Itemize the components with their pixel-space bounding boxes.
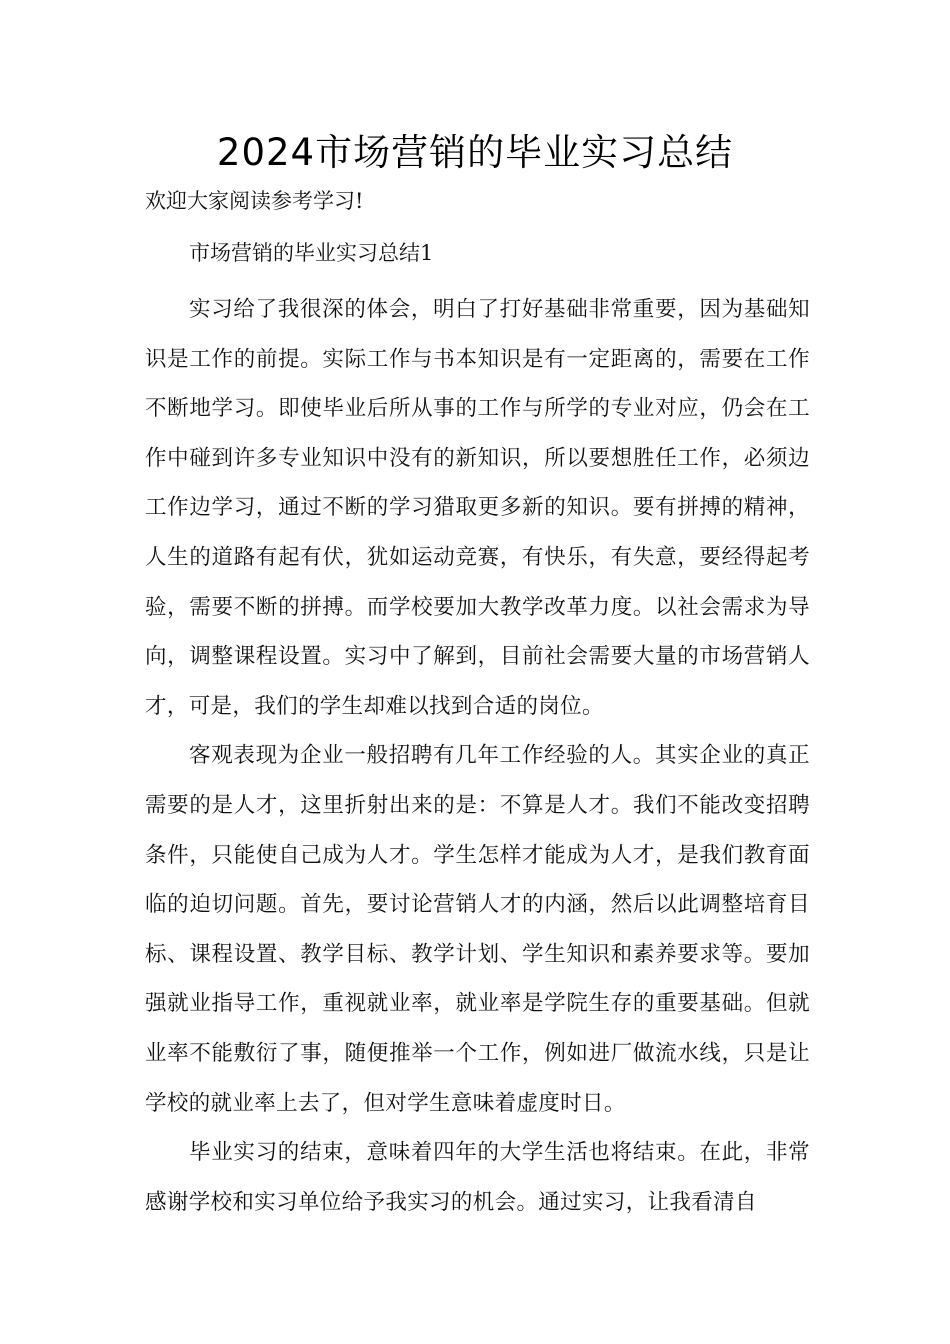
paragraph: 实习给了我很深的体会，明白了打好基础非常重要，因为基础知识是工作的前提。实际工作与书本知识是有一定距离的，需要在工作不断地学习。即使毕业后所从事的工作与所学的专业对应，仍会在工作中碰到许多专业知识中没有的新知识，所以要想胜任工作，必须边工作边学习，通过不断的学习猎取更多新的知识。要有拼搏的精神，人生的道路有起有伏，犹如运动竞赛，有快乐，有失意，要经得起考验，需要不断的拼搏。而学校要加大教学改革力度。以社会需求为导向，调整课程设置。实习中了解到，目前社会需要大量的市场营销人才，可是，我们的学生却难以找到合适的岗位。 <box>145 297 810 719</box>
paragraph: 毕业实习的结束，意味着四年的大学生活也将结束。在此，非常感谢学校和实习单位给予我实习的机会。通过实习，让我看清自 <box>145 1140 810 1215</box>
document-title: 2024市场营销的毕业实习总结 <box>216 131 734 174</box>
body-text <box>145 285 810 1227</box>
paragraph: 客观表现为企业一般招聘有几年工作经验的人。其实企业的真正需要的是人才，这里折射出来的是：不算是人才。我们不能改变招聘条件，只能使自己成为人才。学生怎样才能成为人才，是我们教育面临的迫切问题。首先，要讨论营销人才的内涵，然后以此调整培育目标、课程设置、教学目标、教学计划、学生知识和素养要求等。要加强就业指导工作，重视就业率，就业率是学院生存的重要基础。但就业率不能敷衍了事，随便推举一个工作，例如进厂做流水线，只是让学校的就业率上去了，但对学生意味着虚度时日。 <box>145 743 810 1116</box>
greeting-line: 欢迎大家阅读参考学习! <box>145 189 364 213</box>
section-heading: 市场营销的毕业实习总结1 <box>189 241 434 265</box>
